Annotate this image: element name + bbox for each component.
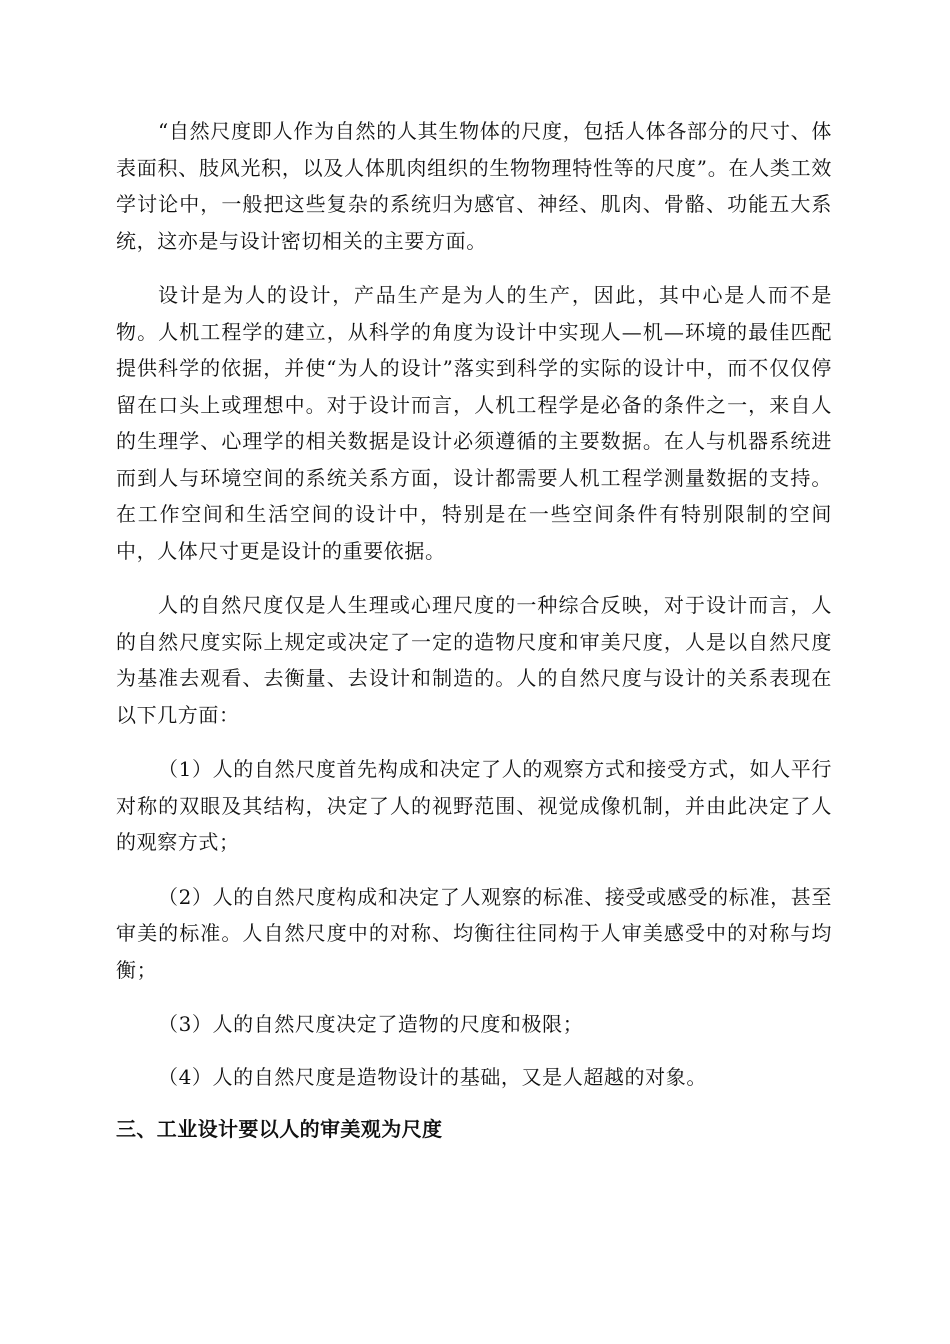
- document-body: [116, 113, 832, 1147]
- paragraph-point-3: （3）人的自然尺度决定了造物的尺度和极限；: [158, 1012, 584, 1036]
- paragraph-natural-scale-definition: “自然尺度即人作为自然的人其生物体的尺度，包括人体各部分的尺寸、体表面积、肢风光积，以及人体肌肉组织的生物物理特性等的尺度”。在人类工效学讨论中，一般把这些复杂的系统归为感官、神经、肌肉、骨骼、功能五大系统，这亦是与设计密切相关的主要方面。: [116, 119, 832, 253]
- paragraph-point-2: （2）人的自然尺度构成和决定了人观察的标准、接受或感受的标准，甚至审美的标准。人自然尺度中的对称、均衡往往同构于人审美感受中的对称与均衡；: [116, 884, 832, 982]
- paragraph-natural-scale-relation: 人的自然尺度仅是人生理或心理尺度的一种综合反映，对于设计而言，人的自然尺度实际上规定或决定了一定的造物尺度和审美尺度，人是以自然尺度为基准去观看、去衡量、去设计和制造的。人的自然尺度与设计的关系表现在以下几方面：: [116, 593, 832, 727]
- paragraph-point-1: （1）人的自然尺度首先构成和决定了人的观察方式和接受方式，如人平行对称的双眼及其结构，决定了人的视野范围、视觉成像机制，并由此决定了人的观察方式；: [116, 757, 832, 854]
- section-heading: 三、工业设计要以人的审美观为尺度: [116, 1117, 443, 1141]
- paragraph-point-4: （4）人的自然尺度是造物设计的基础，又是人超越的对象。: [158, 1064, 707, 1089]
- paragraph-design-for-people: 设计是为人的设计，产品生产是为人的生产，因此，其中心是人而不是物。人机工程学的建立，从科学的角度为设计中实现人—机—环境的最佳匹配提供科学的依据，并使“为人的设计”落实到科学的实际的设计中，而不仅仅停留在口头上或理想中。对于设计而言，人机工程学是必备的条件之一，来自人的生理学、心理学的相关数据是设计必须遵循的主要数据。在人与机器系统进而到人与环境空间的系统关系方面，设计都需要人机工程学测量数据的支持。在工作空间和生活空间的设计中，特别是在一些空间条件有特别限制的空间中，人体尺寸更是设计的重要依据。: [116, 283, 832, 563]
